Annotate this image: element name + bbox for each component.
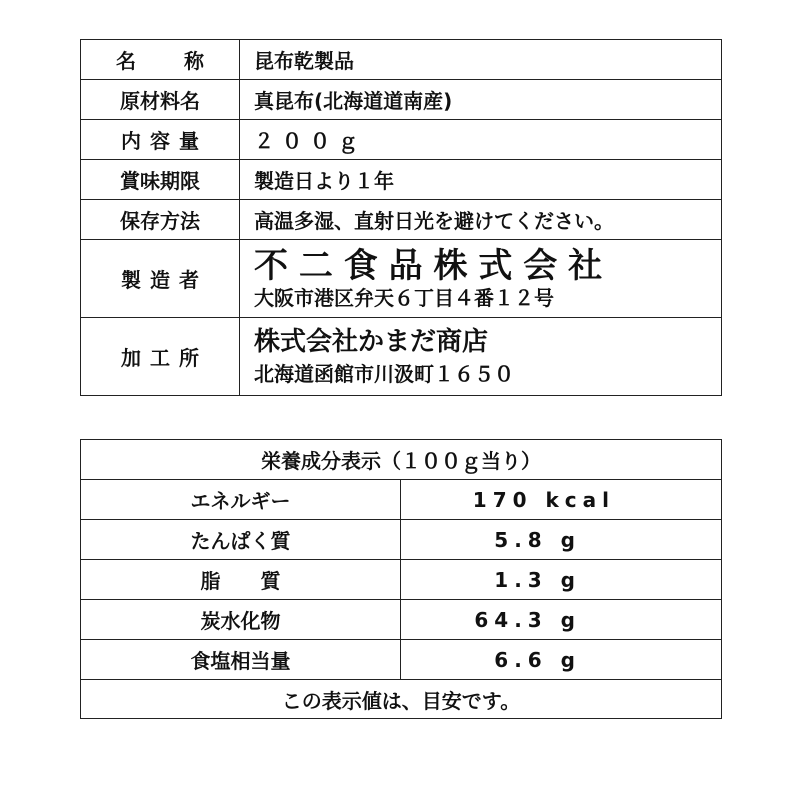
nutrition-footnote: この表示値は、目安です。 bbox=[81, 680, 722, 719]
nutrition-row bbox=[81, 560, 722, 600]
label-value-name: 昆布乾製品 bbox=[240, 40, 722, 80]
label-value-ingredients: 真昆布(北海道道南産) bbox=[240, 80, 722, 120]
nutrition-name: 食塩相当量 bbox=[81, 640, 401, 680]
nutrition-footnote-row bbox=[81, 680, 722, 719]
label-row-name bbox=[81, 40, 722, 80]
label-value-manufacturer bbox=[240, 240, 722, 318]
nutrition-title: 栄養成分表示（１００ｇ当り） bbox=[81, 440, 722, 480]
label-row-manufacturer bbox=[81, 240, 722, 318]
label-key-ingredients: 原材料名 bbox=[81, 80, 240, 120]
nutrition-row bbox=[81, 480, 722, 520]
nutrition-value: 6.6 g bbox=[401, 640, 722, 680]
label-key-best-before: 賞味期限 bbox=[81, 160, 240, 200]
label-value-storage: 高温多湿、直射日光を避けてください。 bbox=[240, 200, 722, 240]
label-value-best-before: 製造日より１年 bbox=[240, 160, 722, 200]
manufacturer-address: 大阪市港区弁天６丁目４番１２号 bbox=[254, 285, 554, 310]
label-row-ingredients bbox=[81, 80, 722, 120]
nutrition-name: たんぱく質 bbox=[81, 520, 401, 560]
processor-address: 北海道函館市川汲町１６５０ bbox=[254, 361, 514, 386]
label-key-contents: 内容量 bbox=[81, 120, 240, 160]
label-value-processor bbox=[240, 318, 722, 396]
nutrition-value: 170 kcal bbox=[401, 480, 722, 520]
label-key-processor: 加工所 bbox=[81, 318, 240, 396]
label-row-best-before bbox=[81, 160, 722, 200]
nutrition-row bbox=[81, 600, 722, 640]
label-value-contents: ２００ｇ bbox=[240, 120, 722, 160]
label-key-storage: 保存方法 bbox=[81, 200, 240, 240]
nutrition-row bbox=[81, 520, 722, 560]
manufacturer-name: 不二食品株式会社 bbox=[254, 245, 614, 286]
nutrition-row bbox=[81, 640, 722, 680]
label-row-contents bbox=[81, 120, 722, 160]
nutrition-facts-table bbox=[80, 439, 722, 719]
nutrition-value: 5.8 g bbox=[401, 520, 722, 560]
label-key-name: 名称 bbox=[81, 40, 240, 80]
nutrition-name: エネルギー bbox=[81, 480, 401, 520]
label-row-processor bbox=[81, 318, 722, 396]
nutrition-name: 脂 質 bbox=[81, 560, 401, 600]
nutrition-name: 炭水化物 bbox=[81, 600, 401, 640]
label-row-storage bbox=[81, 200, 722, 240]
nutrition-value: 64.3 g bbox=[401, 600, 722, 640]
nutrition-value: 1.3 g bbox=[401, 560, 722, 600]
food-label-table bbox=[80, 39, 722, 396]
nutrition-header-row bbox=[81, 440, 722, 480]
processor-name: 株式会社かまだ商店 bbox=[254, 326, 489, 357]
label-key-manufacturer: 製造者 bbox=[81, 240, 240, 318]
